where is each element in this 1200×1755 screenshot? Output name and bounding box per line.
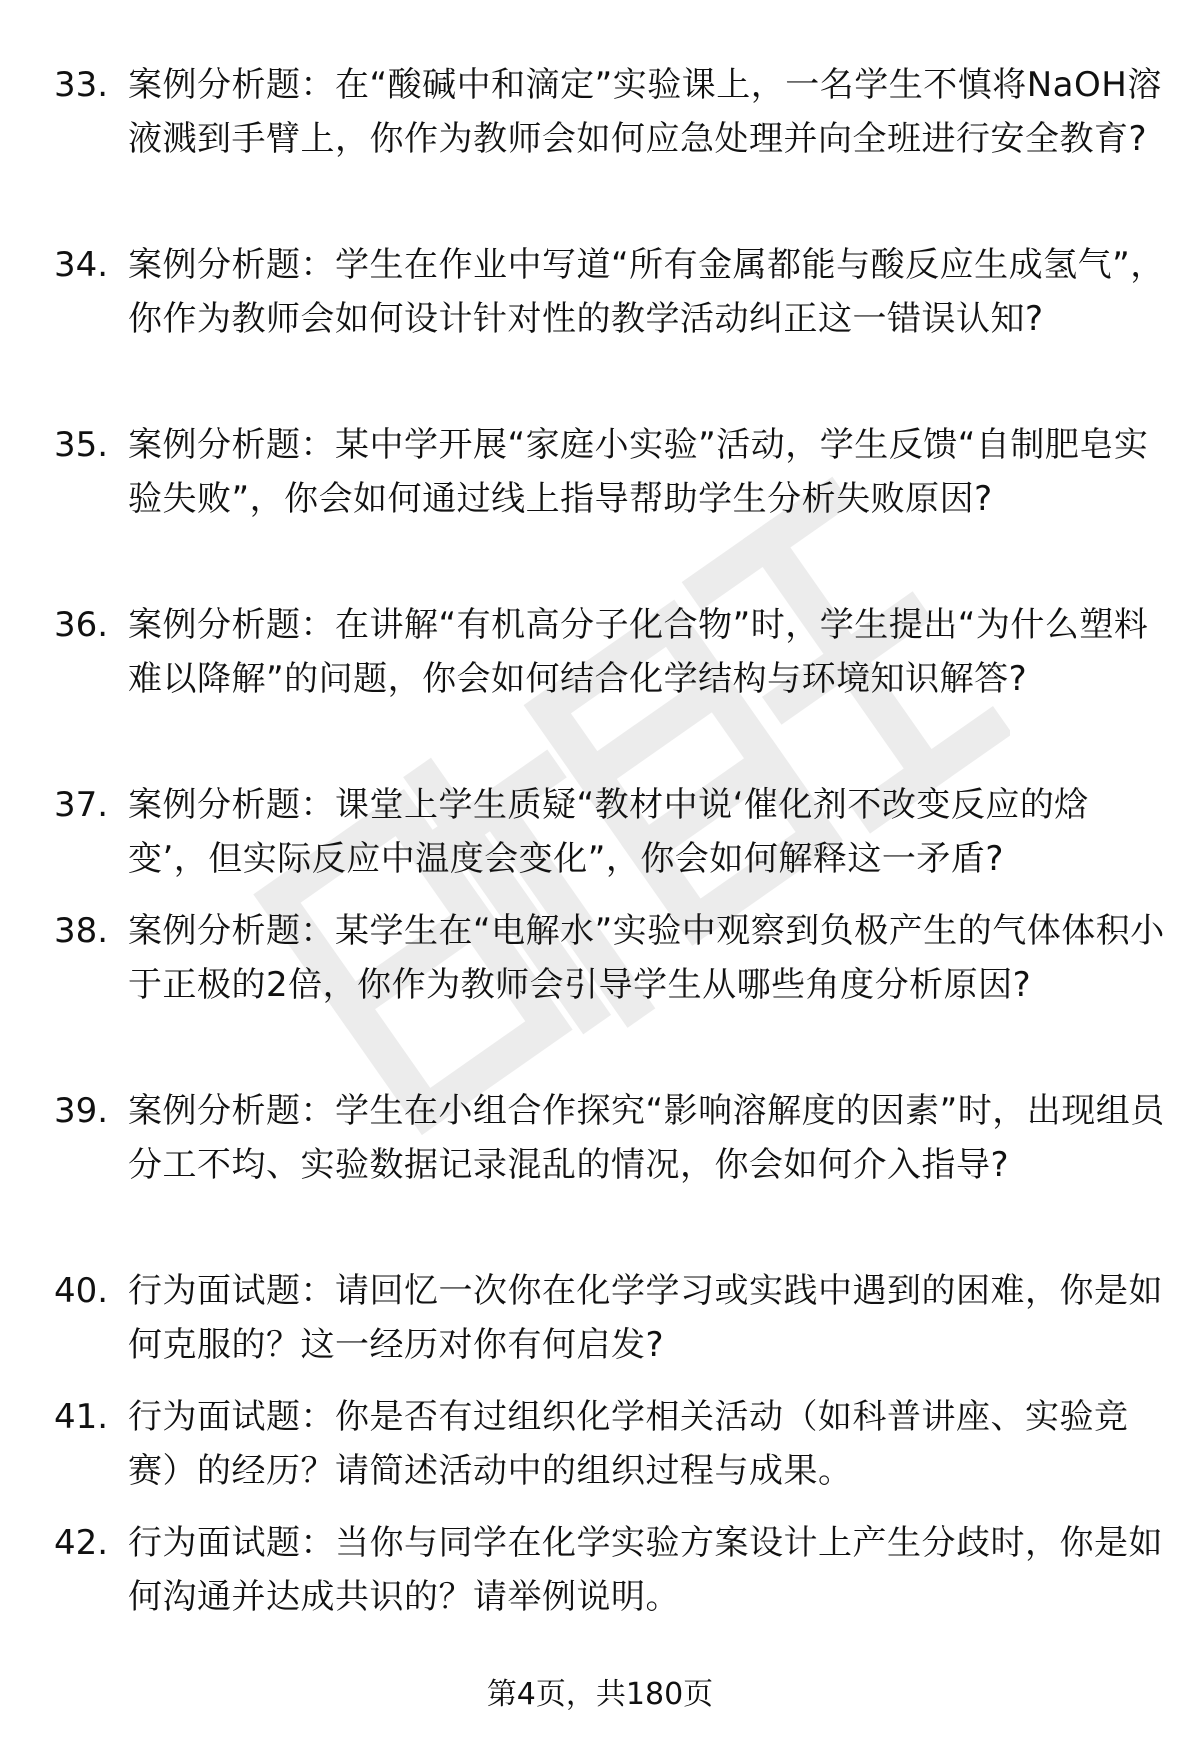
question-number: 38. [54,911,109,951]
question-number: 34. [54,245,109,285]
question-number: 33. [54,65,109,105]
question-number: 39. [54,1091,109,1131]
question-number: 40. [54,1271,109,1311]
question-text: 案例分析题：在讲解“有机高分子化合物”时，学生提出“为什么塑料难以降解”的问题，你会如何结合化学结构与环境知识解答? [128,605,1149,699]
question-text: 案例分析题：学生在小组合作探究“影响溶解度的因素”时，出现组员分工不均、实验数据记录混乱的情况，你会如何介入指导? [128,1091,1165,1185]
question-item [0,1264,1168,1372]
question-text: 案例分析题：某中学开展“家庭小实验”活动，学生反馈“自制肥皂实验失败”，你会如何通过线上指导帮助学生分析失败原因? [128,425,1149,519]
question-list [0,58,1200,1624]
question-number: 36. [54,605,109,645]
question-text: 行为面试题：你是否有过组织化学相关活动（如科普讲座、实验竞赛）的经历？请简述活动中的组织过程与成果。 [128,1397,1129,1491]
question-number: 42. [54,1523,109,1563]
question-item [0,1084,1168,1246]
question-item [0,904,1168,1066]
question-item [0,238,1168,400]
question-number: 37. [54,785,109,825]
question-text: 案例分析题：在“酸碱中和滴定”实验课上，一名学生不慎将NaOH溶液溅到手臂上，你作为教师会如何应急处理并向全班进行安全教育? [128,65,1162,159]
question-number: 41. [54,1397,109,1437]
question-text: 行为面试题：当你与同学在化学实验方案设计上产生分歧时，你是如何沟通并达成共识的？请举例说明。 [128,1523,1163,1617]
question-text: 案例分析题：学生在作业中写道“所有金属都能与酸反应生成氢气”，你作为教师会如何设计针对性的教学活动纠正这一错误认知? [128,245,1165,339]
question-item [0,778,1168,886]
page-footer: 第4页，共180页 [486,1677,714,1712]
question-item [0,1516,1168,1624]
question-item [0,1390,1168,1498]
question-number: 35. [54,425,109,465]
question-item [0,598,1168,760]
question-item [0,58,1168,220]
question-text: 案例分析题：课堂上学生质疑“教材中说‘催化剂不改变反应的焓变’，但实际反应中温度会变化”，你会如何解释这一矛盾? [128,785,1089,879]
question-text: 案例分析题：某学生在“电解水”实验中观察到负极产生的气体体积小于正极的2倍，你作为教师会引导学生从哪些角度分析原因? [128,911,1165,1005]
question-text: 行为面试题：请回忆一次你在化学学习或实践中遇到的困难，你是如何克服的？这一经历对你有何启发? [128,1271,1163,1365]
question-item [0,418,1168,580]
